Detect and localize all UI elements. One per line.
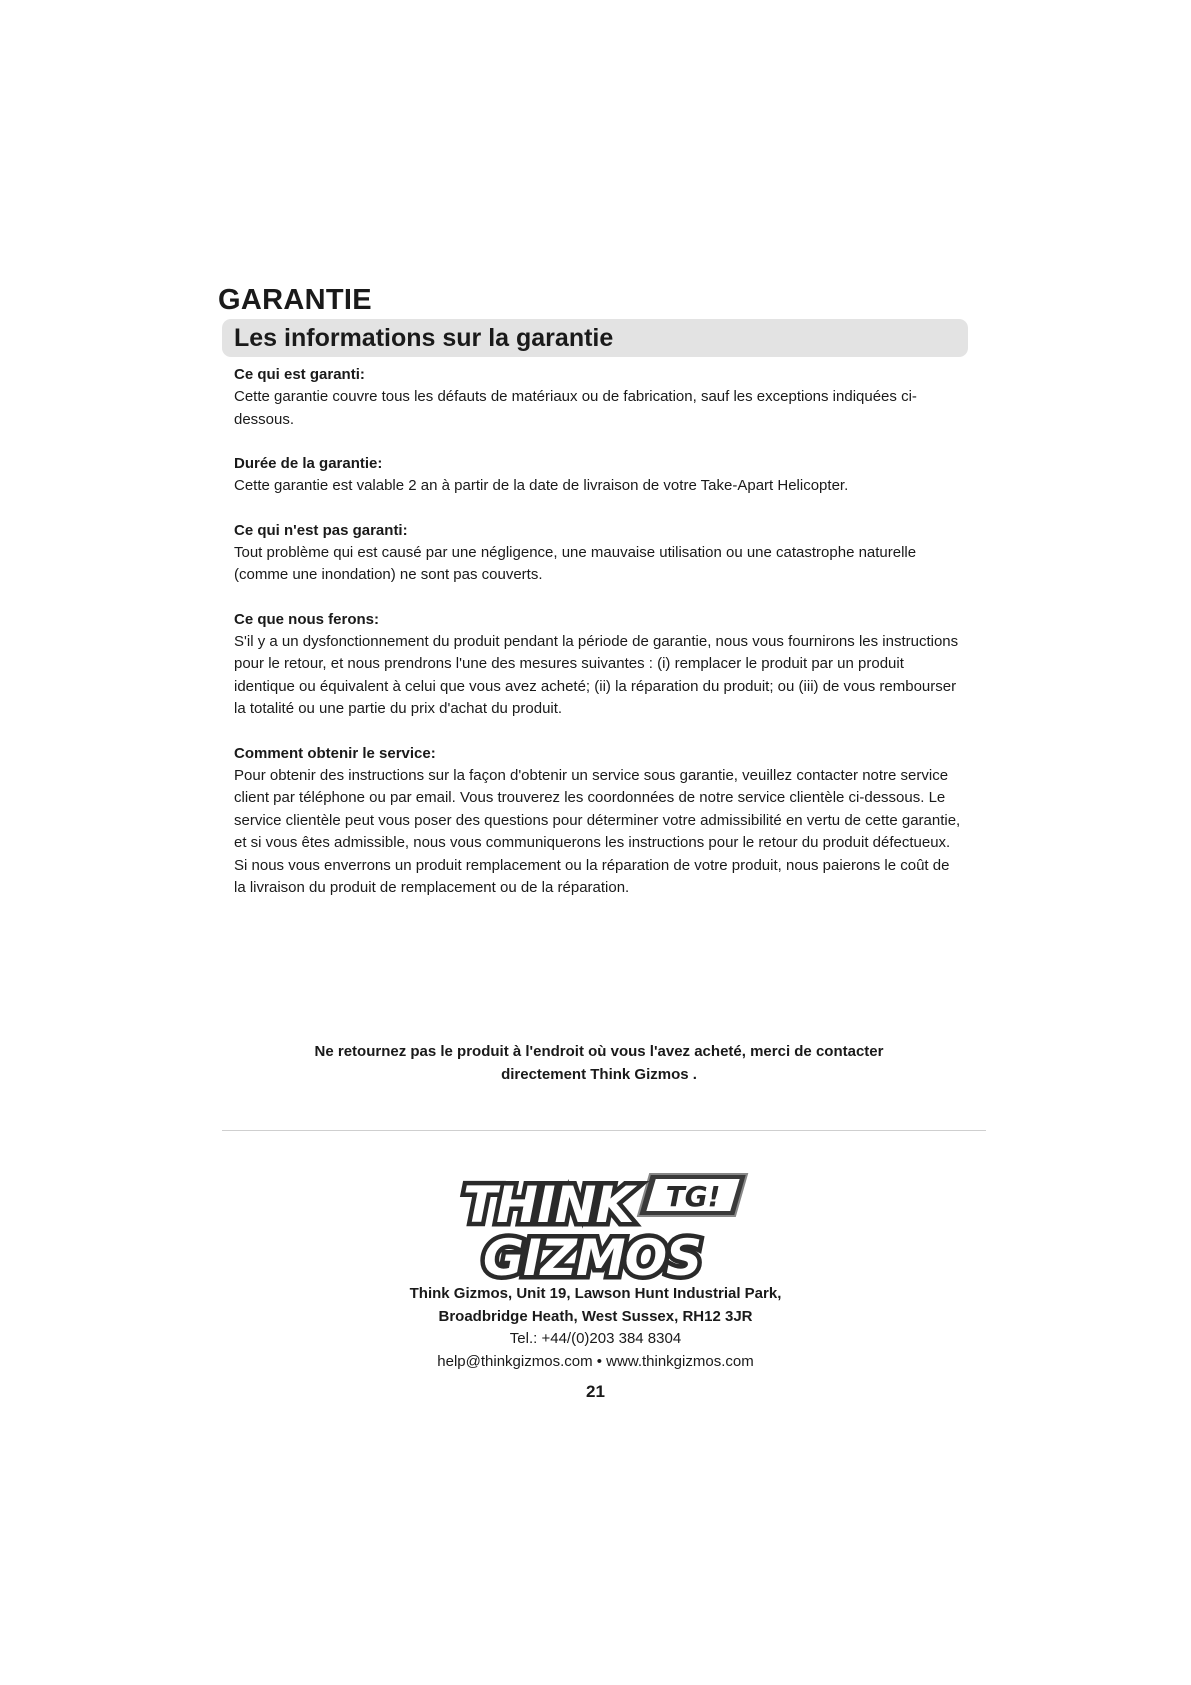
section-heading: Ce qui n'est pas garanti:: [234, 521, 408, 539]
contact-block: [0, 1283, 1191, 1373]
section-heading: Ce qui est garanti:: [234, 366, 365, 383]
section-heading: Ce que nous ferons:: [234, 610, 380, 628]
contact-address-line: Broadbridge Heath, West Sussex, RH12 3JR: [438, 1307, 753, 1325]
section-body: Cette garantie couvre tous les défauts de matériaux ou de fabrication, sauf les exceptions indiquées ci-dessous.: [234, 388, 917, 428]
section-body: Pour obtenir des instructions sur la façon d'obtenir un service sous garantie, veuillez contacter notre service client par téléphone ou par email. Vous trouverez les coordonnées de notre service clientèle ci-dessous. Le service clientèle peut vous poser des questions pour déterminer votre admissibilité en vertu de cette garantie, et si vous êtes admissible, nous vous communiquerons les instructions pour le retour du produit défectueux. Si nous vous enverrons un produit remplacement ou la réparation de votre produit, nous paierons le coût de la livraison du produit de remplacement ou de la réparation.: [234, 766, 961, 896]
section-body: Tout problème qui est causé par une négligence, une mauvaise utilisation ou une catastrophe naturelle (comme une inondation) ne sont pas couverts.: [234, 543, 917, 583]
logo-text-think: THINK: [463, 1176, 634, 1234]
page-number: 21: [586, 1382, 605, 1401]
divider: [222, 1130, 986, 1131]
section-subtitle: Les informations sur la garantie: [234, 324, 614, 352]
page-title: GARANTIE: [218, 284, 372, 316]
section-get-service: [234, 743, 964, 900]
logo-badge-text: TG!: [665, 1180, 721, 1213]
section-not-covered: [234, 520, 964, 587]
contact-phone: Tel.: +44/(0)203 384 8304: [509, 1330, 682, 1347]
section-body: Cette garantie est valable 2 an à partir de la date de livraison de votre Take-Apart Helicopter.: [234, 477, 849, 494]
section-heading: Durée de la garantie:: [234, 455, 383, 472]
section-covered: [234, 364, 964, 431]
contact-web[interactable]: help@thinkgizmos.com • www.thinkgizmos.com: [437, 1352, 754, 1370]
notice-line: directement Think Gizmos .: [501, 1066, 697, 1083]
think-gizmos-logo: [455, 1172, 755, 1284]
section-duration: [234, 453, 964, 498]
contact-address-line: Think Gizmos, Unit 19, Lawson Hunt Industrial Park,: [409, 1285, 782, 1302]
return-notice: [234, 1040, 964, 1086]
notice-line: Ne retournez pas le produit à l'endroit où vous l'avez acheté, merci de contacter: [314, 1043, 884, 1060]
logo-text-gizmos: GIZMOS: [483, 1229, 702, 1284]
section-body: S'il y a un dysfonctionnement du produit pendant la période de garantie, nous vous fournirons les instructions pour le retour, et nous prendrons l'une des mesures suivantes : (i) remplacer le produit par un produit identique ou équivalent à celui que vous avez acheté; (ii) la réparation du produit; ou (iii) de vous rembourser la totalité ou une partie du prix d'achat du produit.: [234, 632, 959, 717]
warranty-sections: [234, 364, 964, 922]
section-what-we-do: [234, 609, 964, 721]
section-heading: Comment obtenir le service:: [234, 744, 436, 762]
